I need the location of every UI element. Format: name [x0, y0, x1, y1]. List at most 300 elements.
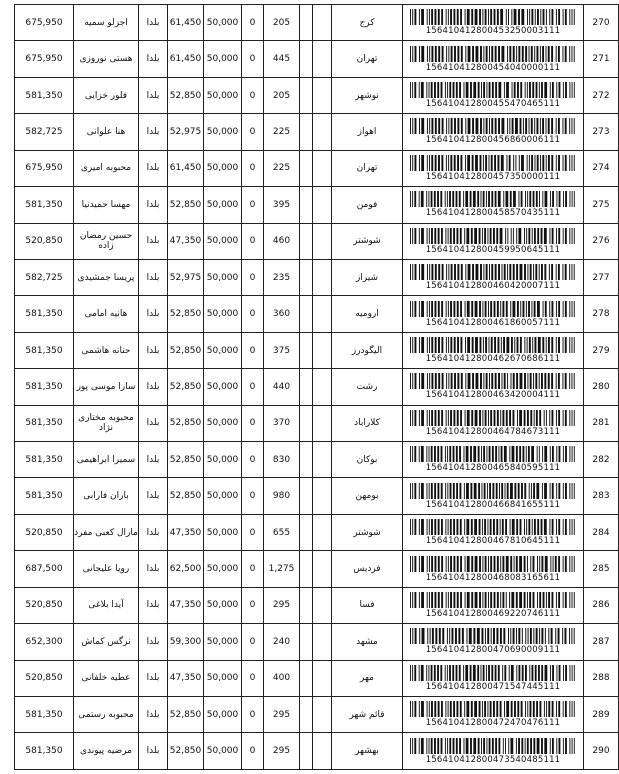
barcode-bar [453, 301, 455, 317]
total-cell: 581,350 [15, 296, 74, 332]
barcode-bar [465, 556, 466, 572]
postage-cell: 52,975 [168, 259, 204, 295]
barcode-bar [489, 82, 491, 98]
total-cell: 581,350 [15, 697, 74, 733]
barcode-bar [558, 373, 560, 389]
barcode-bar [530, 628, 532, 644]
barcode-bar [527, 738, 529, 754]
barcode-bar [449, 738, 451, 754]
postage-cell: 59,300 [168, 624, 204, 660]
barcode-image [408, 738, 578, 754]
destination-city-cell: شوشتر [332, 514, 403, 550]
barcode-bar [453, 519, 455, 535]
barcode-bar [447, 738, 448, 754]
barcode-bar [546, 118, 547, 134]
barcode-bar [421, 118, 424, 134]
barcode-bar [438, 155, 440, 171]
barcode-bar [559, 665, 561, 681]
barcode-bar [572, 337, 573, 353]
barcode-cell [403, 41, 584, 77]
barcode-bar [481, 82, 482, 98]
barcode-bar [549, 410, 550, 426]
barcode-bar [429, 9, 430, 25]
recipient-name-cell: عطیه خلفانی [74, 660, 139, 696]
zero-value-cell: 0 [242, 405, 264, 441]
barcode-bar [556, 592, 557, 608]
barcode-bar [448, 228, 449, 244]
barcode-bar [419, 9, 420, 25]
base-price-cell: 50,000 [204, 114, 242, 150]
barcode-bar [491, 155, 493, 171]
barcode-cell [403, 405, 584, 441]
destination-city-cell: کلاراباد [332, 405, 403, 441]
barcode-bar [519, 191, 520, 207]
barcode-bar [487, 701, 488, 717]
barcode-bar [414, 9, 416, 25]
weight-cell: 235 [264, 259, 300, 295]
barcode-bar [412, 519, 413, 535]
barcode-bar [450, 519, 452, 535]
barcode-bar [541, 628, 543, 644]
barcode-bar [435, 155, 437, 171]
barcode-bar [459, 738, 461, 754]
barcode-bar [551, 264, 553, 280]
barcode-bar [482, 701, 483, 717]
barcode-bar [490, 592, 492, 608]
barcode-bar [449, 628, 450, 644]
barcode-bar [572, 701, 573, 717]
barcode-bar [563, 665, 564, 681]
barcode-bar [517, 701, 519, 717]
barcode-bar [541, 373, 543, 389]
barcode-bar [472, 337, 474, 353]
barcode-bar [492, 483, 494, 499]
table-row [15, 41, 619, 77]
barcode-bar [536, 82, 538, 98]
barcode-bar [429, 373, 430, 389]
base-price-cell: 50,000 [204, 478, 242, 514]
barcode-bar [475, 337, 478, 353]
total-cell: 581,350 [15, 442, 74, 478]
table-row [15, 733, 619, 770]
base-price-cell: 50,000 [204, 660, 242, 696]
barcode-bar [536, 483, 539, 499]
barcode-bar [489, 337, 490, 353]
barcode-bar [500, 228, 503, 244]
barcode-bar [494, 410, 496, 426]
barcode-bar [511, 665, 514, 681]
barcode-bar [500, 519, 501, 535]
barcode-bar [429, 446, 430, 462]
barcode-bar [472, 46, 474, 62]
barcode-bar [480, 373, 482, 389]
barcode-bar [475, 592, 478, 608]
barcode-bar [410, 191, 411, 207]
barcode-bar [494, 9, 496, 25]
barcode-bar [427, 519, 428, 535]
barcode-bar [468, 264, 471, 280]
barcode-bar [460, 301, 462, 317]
barcode-bar [531, 9, 533, 25]
barcode-bar [492, 738, 494, 754]
barcode-cell [403, 296, 584, 332]
barcode-bar [537, 9, 539, 25]
barcode-bar [434, 665, 436, 681]
barcode-bar [551, 301, 553, 317]
row-index-cell: 284 [584, 514, 619, 550]
total-cell: 675,950 [15, 41, 74, 77]
barcode-bar [415, 373, 417, 389]
barcode-bar [516, 665, 517, 681]
barcode-bar [464, 483, 465, 499]
barcode-bar [468, 373, 471, 389]
barcode-bar [431, 118, 433, 134]
barcode-bar [487, 228, 488, 244]
barcode-bar [486, 264, 488, 280]
barcode-bar [550, 665, 551, 681]
barcode-bar [565, 264, 567, 280]
barcode-bar [558, 46, 560, 62]
ledger-body [15, 5, 619, 770]
postage-cell: 47,350 [168, 587, 204, 623]
barcode-bar [438, 301, 440, 317]
barcode-bar [446, 592, 447, 608]
barcode-bar [546, 592, 547, 608]
barcode-bar [495, 118, 497, 134]
barcode-bar [535, 337, 537, 353]
barcode-bar [537, 519, 539, 535]
barcode-bar [501, 446, 503, 462]
barcode-bar [516, 592, 518, 608]
barcode-bar [512, 446, 515, 462]
barcode-bar [465, 410, 466, 426]
barcode-bar [541, 556, 543, 572]
table-row [15, 697, 619, 733]
barcode-bar [558, 701, 560, 717]
table-row [15, 514, 619, 550]
barcode-bar [498, 82, 501, 98]
barcode-bar [574, 556, 575, 572]
barcode-bar [506, 82, 509, 98]
empty-cell [300, 369, 313, 405]
barcode-bar [524, 592, 526, 608]
barcode-bar [563, 592, 564, 608]
zero-value-cell: 0 [242, 624, 264, 660]
barcode-bar [531, 118, 533, 134]
table-row [15, 150, 619, 186]
destination-city-cell: ارومیه [332, 296, 403, 332]
origin-city-cell: بلدا [139, 369, 168, 405]
barcode-bar [558, 628, 560, 644]
barcode-bar [542, 191, 543, 207]
empty-cell [313, 5, 332, 41]
barcode-bar [480, 155, 482, 171]
barcode-bar [485, 556, 487, 572]
base-price-cell: 50,000 [204, 259, 242, 295]
barcode-bar [498, 373, 500, 389]
barcode-bar [524, 373, 526, 389]
barcode-cell [403, 442, 584, 478]
barcode-bar [559, 191, 561, 207]
barcode-bar [574, 301, 575, 317]
barcode-bar [528, 228, 530, 244]
barcode-bar [466, 228, 469, 244]
barcode-bar [520, 82, 522, 98]
barcode-bar [556, 665, 557, 681]
base-price-cell: 50,000 [204, 551, 242, 587]
barcode-bar [503, 738, 504, 754]
barcode-bar [505, 228, 506, 244]
barcode-bar [538, 665, 540, 681]
barcode-bar [427, 301, 428, 317]
barcode-bar [434, 738, 436, 754]
barcode-bar [427, 264, 428, 280]
empty-cell [313, 296, 332, 332]
barcode-bar [434, 701, 436, 717]
recipient-name-cell: فلور خزایی [74, 77, 139, 113]
barcode-bar [518, 9, 520, 25]
barcode-bar [494, 337, 496, 353]
barcode-bar [485, 628, 486, 644]
barcode-bar [421, 410, 424, 426]
barcode-bar [461, 264, 463, 280]
empty-cell [313, 697, 332, 733]
barcode-bar [459, 82, 461, 98]
barcode-bar [495, 82, 497, 98]
barcode-bar [465, 46, 466, 62]
barcode-bar [574, 483, 575, 499]
barcode-bar [486, 446, 487, 462]
barcode-bar [558, 228, 560, 244]
barcode-bar [421, 701, 424, 717]
barcode-bar [427, 592, 428, 608]
barcode-bar [426, 82, 427, 98]
origin-city-cell: بلدا [139, 587, 168, 623]
barcode-bar [491, 337, 493, 353]
barcode-bar [472, 118, 474, 134]
barcode-bar [467, 9, 470, 25]
barcode-number: 156410412800468083165611 [425, 572, 561, 583]
empty-cell [313, 187, 332, 223]
barcode-bar [489, 738, 491, 754]
barcode-bar [569, 301, 570, 317]
barcode-bar [507, 264, 508, 280]
barcode-bar [544, 82, 547, 98]
barcode-bar [438, 701, 440, 717]
barcode-bar [512, 519, 515, 535]
barcode-bar [502, 410, 504, 426]
barcode-bar [431, 301, 433, 317]
barcode-bar [529, 337, 531, 353]
barcode-bar [499, 483, 500, 499]
barcode-bar [445, 446, 446, 462]
barcode-bar [410, 264, 411, 280]
barcode-bar [431, 82, 433, 98]
barcode-bar [530, 556, 531, 572]
barcode-bar [522, 446, 524, 462]
barcode-bar [559, 446, 561, 462]
barcode-bar [466, 483, 469, 499]
barcode-bar [421, 46, 424, 62]
barcode-bar [489, 155, 490, 171]
barcode-bar [448, 301, 449, 317]
barcode-bar [481, 665, 482, 681]
barcode-bar [517, 82, 519, 98]
barcode-bar [548, 628, 549, 644]
barcode-bar [447, 628, 448, 644]
barcode-bar [460, 701, 462, 717]
barcode-bar [410, 9, 411, 25]
barcode-bar [465, 118, 466, 134]
barcode-cell [403, 114, 584, 150]
empty-cell [300, 442, 313, 478]
barcode-bar [496, 519, 498, 535]
barcode-bar [498, 446, 499, 462]
barcode-bar [469, 628, 472, 644]
barcode-bar [454, 337, 456, 353]
empty-cell [313, 77, 332, 113]
barcode-bar [495, 264, 497, 280]
barcode-bar [529, 665, 530, 681]
barcode-bar [421, 228, 424, 244]
barcode-bar [479, 556, 481, 572]
barcode-bar [521, 701, 523, 717]
barcode-bar [500, 9, 503, 25]
barcode-bar [501, 483, 503, 499]
barcode-bar [563, 337, 564, 353]
barcode-bar [482, 9, 483, 25]
barcode-bar [429, 118, 430, 134]
origin-city-cell: بلدا [139, 41, 168, 77]
barcode-bar [475, 556, 478, 572]
barcode-bar [478, 446, 480, 462]
empty-cell [300, 514, 313, 550]
barcode-bar [572, 228, 573, 244]
barcode-bar [544, 264, 546, 280]
barcode-number: 156410412800467810645111 [425, 536, 561, 547]
barcode-bar [550, 483, 551, 499]
barcode-bar [549, 264, 550, 280]
barcode-bar [471, 410, 473, 426]
postage-cell: 61,450 [168, 150, 204, 186]
barcode-bar [483, 46, 484, 62]
barcode-bar [419, 738, 420, 754]
barcode-bar [457, 301, 459, 317]
barcode-bar [495, 46, 497, 62]
barcode-bar [537, 738, 540, 754]
barcode-bar [558, 483, 560, 499]
origin-city-cell: بلدا [139, 624, 168, 660]
barcode-bar [565, 665, 567, 681]
barcode-bar [480, 337, 482, 353]
barcode-bar [474, 228, 477, 244]
barcode-bar [414, 446, 416, 462]
barcode-bar [441, 9, 443, 25]
barcode-bar [414, 410, 416, 426]
barcode-bar [412, 46, 413, 62]
barcode-bar [434, 483, 436, 499]
barcode-bar [574, 82, 575, 98]
barcode-bar [446, 9, 447, 25]
barcode-bar [465, 155, 466, 171]
barcode-bar [572, 82, 573, 98]
barcode-bar [537, 228, 539, 244]
barcode-bar [448, 118, 449, 134]
total-cell: 581,350 [15, 733, 74, 770]
barcode-bar [426, 738, 427, 754]
barcode-bar [574, 410, 575, 426]
barcode-bar [453, 556, 455, 572]
barcode-bar [504, 373, 506, 389]
barcode-bar [508, 9, 509, 25]
postage-cell: 61,450 [168, 5, 204, 41]
barcode-bar [457, 592, 459, 608]
barcode-bar [428, 665, 429, 681]
barcode-bar [527, 410, 529, 426]
barcode-bar [519, 410, 522, 426]
barcode-bar [562, 373, 563, 389]
barcode-bar [558, 301, 560, 317]
row-index-cell: 280 [584, 369, 619, 405]
barcode-bar [569, 519, 570, 535]
barcode-bar [449, 82, 451, 98]
barcode-bar [483, 738, 485, 754]
barcode-bar [419, 410, 420, 426]
barcode-bar [514, 556, 515, 572]
barcode-bar [510, 556, 512, 572]
barcode-cell [403, 223, 584, 259]
barcode-bar [427, 556, 428, 572]
destination-city-cell: فسا [332, 587, 403, 623]
recipient-name-cell: محبوبه امیری [74, 150, 139, 186]
zero-value-cell: 0 [242, 187, 264, 223]
barcode-bar [471, 228, 473, 244]
barcode-bar [427, 118, 428, 134]
barcode-bar [536, 191, 538, 207]
barcode-bar [427, 46, 428, 62]
barcode-bar [464, 519, 465, 535]
barcode-bar [421, 556, 424, 572]
barcode-bar [542, 46, 544, 62]
barcode-bar [415, 628, 417, 644]
barcode-bar [441, 592, 443, 608]
barcode-bar [438, 228, 440, 244]
zero-value-cell: 0 [242, 697, 264, 733]
barcode-bar [476, 118, 479, 134]
barcode-bar [574, 337, 575, 353]
barcode-bar [546, 9, 547, 25]
barcode-bar [491, 46, 493, 62]
barcode-bar [435, 46, 437, 62]
barcode-bar [410, 46, 411, 62]
barcode-bar [421, 155, 424, 171]
barcode-bar [540, 46, 541, 62]
barcode-bar [530, 410, 532, 426]
barcode-bar [412, 337, 413, 353]
recipient-name-cell: هانیه امامی [74, 296, 139, 332]
barcode-bar [459, 665, 461, 681]
barcode-bar [551, 628, 553, 644]
barcode-bar [448, 519, 449, 535]
barcode-bar [474, 701, 477, 717]
barcode-bar [495, 738, 497, 754]
barcode-bar [513, 228, 514, 244]
barcode-bar [574, 228, 575, 244]
barcode-bar [511, 592, 514, 608]
barcode-bar [501, 264, 502, 280]
barcode-bar [456, 519, 458, 535]
barcode-bar [431, 738, 433, 754]
